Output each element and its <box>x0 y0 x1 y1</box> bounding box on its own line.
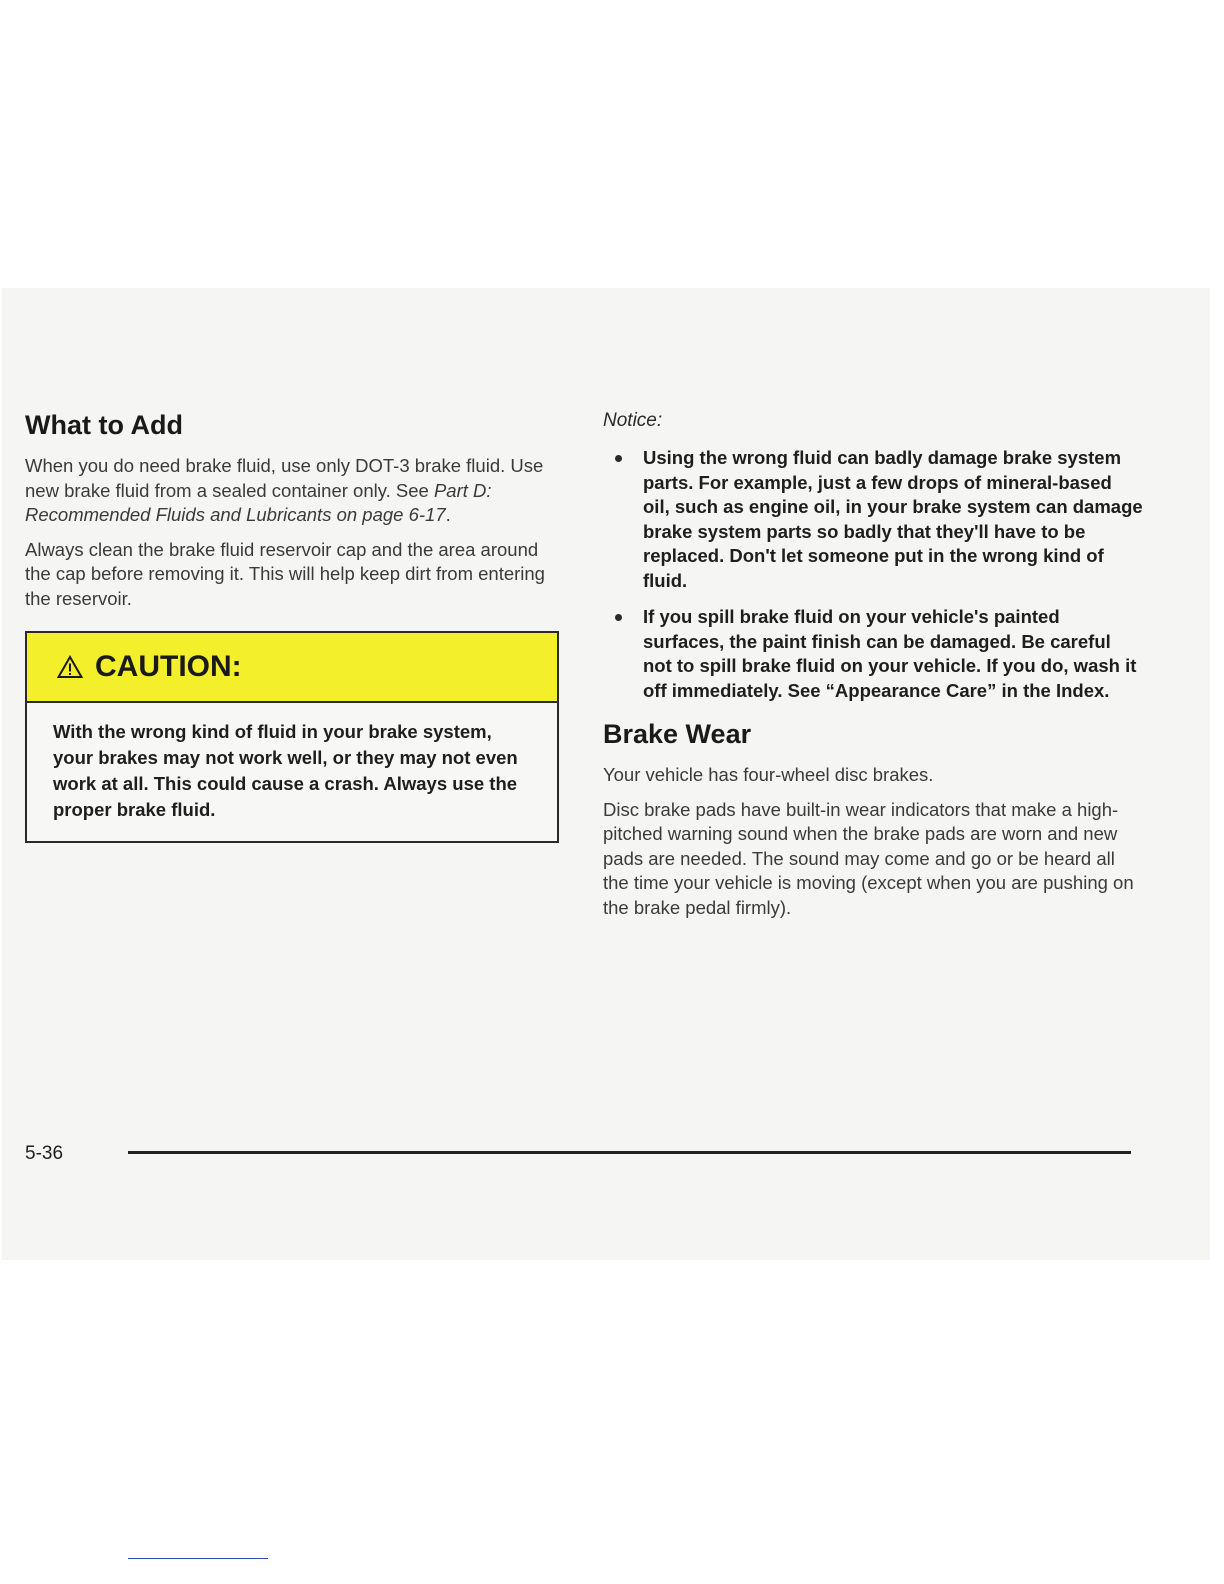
brake-wear-paragraph-2: Disc brake pads have built-in wear indicators that make a high-pitched warning sound when the brake pads are worn and new pads are needed. The sound may come and go or be heard all the time your vehicle is moving (except when you are pushing on the brake pedal firmly). <box>603 798 1134 918</box>
bullet-icon <box>615 455 622 462</box>
brake-wear-heading: Brake Wear <box>603 719 752 749</box>
fluids-reference-link: Part D: Recommended Fluids and Lubricants on page 6-17 <box>25 479 492 525</box>
notice-item <box>603 605 1143 703</box>
bottom-line <box>128 1558 268 1559</box>
what-to-add-paragraph-2: Always clean the brake fluid reservoir cap and the area around the cap before removing it. This will help keep dirt from entering the reservoir. <box>25 538 545 609</box>
notice-label: Notice: <box>603 410 663 431</box>
caution-body: With the wrong kind of fluid in your brake system, your brakes may not work well, or they may not even work at all. This could cause a crash. Always use the proper brake fluid. <box>53 721 518 820</box>
caution-box <box>25 631 559 843</box>
footer-rule <box>128 1151 1131 1154</box>
warning-triangle-icon <box>57 655 83 679</box>
paragraph-1-end: . <box>445 504 451 525</box>
right-column <box>603 408 1143 930</box>
notice-item <box>603 446 1143 593</box>
bullet-icon <box>615 614 622 621</box>
caution-title-text: CAUTION: <box>95 650 242 683</box>
caution-title <box>57 650 242 684</box>
caution-header <box>27 633 557 703</box>
paragraph-1-text: When you do need brake fluid, use only DOT-3 brake fluid. Use new brake fluid from a sealed container only. See <box>25 455 544 501</box>
what-to-add-paragraph-1 <box>25 454 560 528</box>
what-to-add-heading: What to Add <box>25 410 183 440</box>
notice-list <box>603 446 1143 703</box>
notice-item-text: Using the wrong fluid can badly damage brake system parts. For example, just a few drops of mineral-based oil, such as engine oil, in your brake system can damage brake system parts so badly that they'll have to be replaced. Don't let someone put in the wrong kind of fluid. <box>643 447 1143 591</box>
notice-item-text: If you spill brake fluid on your vehicle's painted surfaces, the paint finish can be damaged. Be careful not to spill brake fluid on your vehicle. If you do, wash it off immediately. See “Appearance Care” in the Index. <box>643 606 1137 701</box>
brake-wear-paragraph-1: Your vehicle has four-wheel disc brakes. <box>603 764 934 785</box>
left-column <box>25 408 560 843</box>
page-number: 5-36 <box>25 1143 64 1164</box>
